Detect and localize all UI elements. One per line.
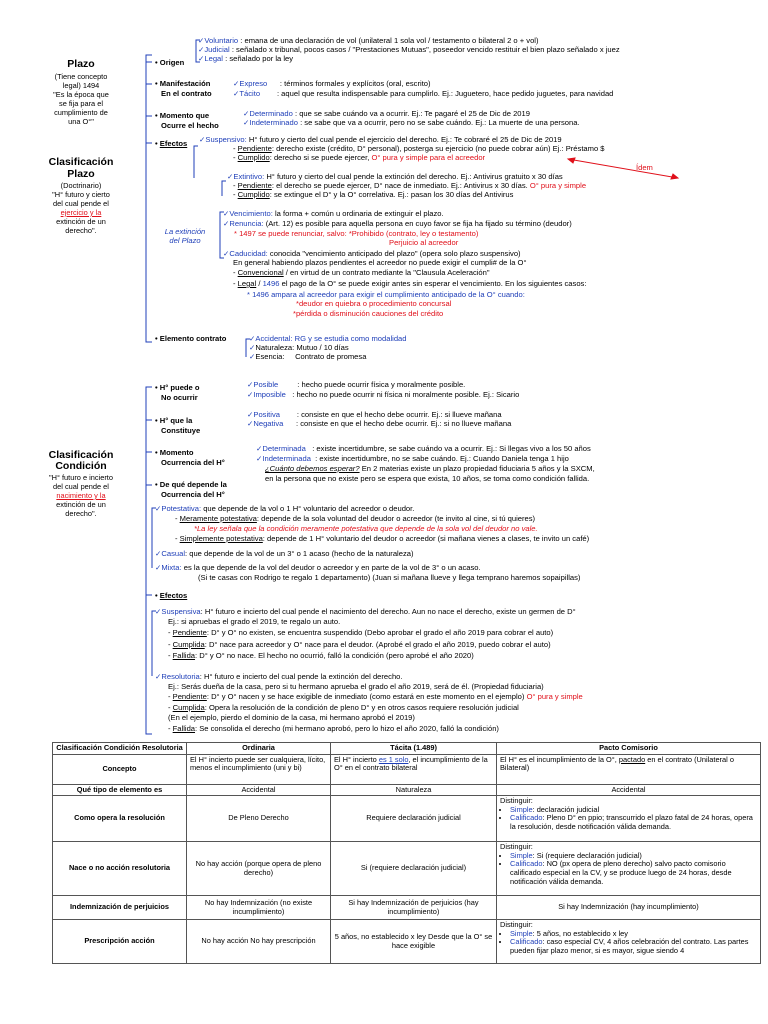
table-header: Tácita (1.489) — [331, 743, 497, 755]
suspensiva-cumplida: - Cumplida: D° nace para acreedor y O° nace para el deudor. (Aprobé el grado el año 2019, puedo cobrar el auto) — [168, 640, 551, 649]
plazo-quote: una O°" — [68, 117, 94, 126]
momento-determinado: ✓Determinado : que se sabe cuándo va a ocurrir. Ej.: Te pagaré el 25 de Dic de 2019 — [243, 109, 530, 118]
clasif-plazo-def: "H° futuro y cierto — [52, 190, 110, 199]
table-cell: Si hay Indemnización (hay incumplimiento) — [497, 896, 761, 920]
origen-legal: ✓Legal : señalado por la ley — [198, 54, 294, 63]
idem-note: Ídem — [636, 163, 653, 172]
extintivo-cumplido: - Cumplido: se extingue el D° y la O° correlativa. Ej.: pasan los 30 días del Antivirus — [233, 190, 514, 199]
table-cell: No hay acción No hay prescripción — [187, 920, 331, 964]
resolutoria-pendiente: - Pendiente: D° y O° nacen y se hace exigible de inmediato (como estará en este momento en el ejemplo) O° pura y simple — [168, 692, 583, 701]
row-label: Indemnización de perjuicios — [53, 896, 187, 920]
table-header: Ordinaria — [187, 743, 331, 755]
hque-label: • H° que la — [155, 416, 193, 425]
momento-indeterminado: ✓Indeterminado : se sabe que va a ocurrir, pero no se sabe cuándo. Ej.: La muerte de una persona. — [243, 118, 580, 127]
suspensivo-cumplido: - Cumplido: derecho si se puede ejercer, O° pura y simple para el acreedor — [233, 153, 486, 162]
cond-cuanto: ¿Cuánto debemos esperar? En 2 materias existe un plazo propiedad fiduciaria 5 años y la SXCM, — [265, 464, 595, 473]
row-label: Concepto — [53, 754, 187, 784]
dequedep-label: • De qué depende la — [155, 480, 227, 489]
cond-imposible: ✓Imposible : hecho no puede ocurrir ni física ni moralmente posible. Ej.: Sicario — [247, 390, 520, 399]
table-cell: Distinguir: • Simple: declaración judicial • Calificado: Pleno D° en ppio; transcurrido el plazo fatal de 24 horas, opera la resolución, desde notificación válida demanda. — [497, 796, 761, 842]
elemento-esencia: ✓Esencia: Contrato de promesa — [249, 352, 367, 361]
extincion-label: La extinción — [164, 227, 206, 236]
suspensivo-pendiente: - Pendiente: derecho existe (crédito, D° personal), posterga su ejercicio (no puede cobrar aún) Ej.: Préstamo $ — [233, 144, 605, 153]
row-label: Qué tipo de elemento es — [53, 784, 187, 796]
row-label: Nace o no acción resolutoria — [53, 842, 187, 896]
table-row — [53, 784, 761, 796]
table-cell: Naturaleza — [331, 784, 497, 796]
clasif-plazo-def: extinción de un — [56, 217, 106, 226]
suspensiva-ejemplo: Ej.: si apruebas el grado el 2019, te regalo un auto. — [168, 617, 341, 626]
mixta-ejemplo: (Si te casas con Rodrigo te regalo 1 departamento) (Juan si mañana llueve y llega temprano haremos sopaipillas) — [198, 573, 581, 582]
hpuede-label-2: No ocurrir — [161, 393, 198, 402]
clasif-plazo-def: ejercicio y la — [60, 208, 102, 217]
table-cell: Distinguir: • Simple: 5 años, no establecido x ley • Calificado: caso especial CV, 4 años celebración del contrato. Las partes pueden fijar plazo menor, si es mayor, sigue siendo 4 — [497, 920, 761, 964]
momento-label: • Momento que — [155, 111, 210, 120]
table-header-row — [53, 743, 761, 755]
resolutoria-cumplida: - Cumplida: Opera la resolución de la condición de pleno D° y en otros casos requiere resolución judicial — [168, 703, 519, 712]
plazo-title: Plazo — [67, 58, 95, 70]
clasif-cond-def: "H° futuro e incierto — [49, 473, 113, 482]
clasif-plazo-title: Clasificación — [48, 156, 114, 168]
clasif-plazo-def: del cual pende el — [53, 199, 109, 208]
table-cell: El H° incierto puede ser cualquiera, lícito, menos el incumplimiento (uni y bi) — [187, 754, 331, 784]
efectos-label: • Efectos — [155, 139, 188, 148]
table-row — [53, 842, 761, 896]
legal-ampara: * 1496 ampara al acreedor para exigir el cumplimiento anticipado de la O° cuando: — [247, 290, 525, 299]
hpuede-label: • H° puede o — [155, 383, 200, 392]
cond-suspensiva: ✓Suspensiva: H° futuro e incierto del cual pende el nacimiento del derecho. Aun no nace el derecho, existe un germen de D° — [155, 607, 576, 616]
resolutoria-fallida: - Fallida: Se consolida el derecho (mi hermano aprobó, pero lo hizo el año 2020, falló la condición) — [168, 724, 499, 733]
suspensiva-fallida: - Fallida: D° y O° no nace. El hecho no ocurrió, falló la condición (pero aprobé el año 2020) — [168, 651, 474, 660]
extincion-renuncia: ✓Renuncia: (Art. 12) es posible para aquella persona en cuyo favor se fija ha fijado su término (deudor) — [223, 219, 572, 228]
cond-potestativa: ✓Potestativa: que depende de la vol o 1 H° voluntario del acreedor o deudor. — [155, 504, 415, 513]
resolutoria-cumplida-2: (En el ejemplo, pierdo el dominio de la casa, mi hermano aprobó el 2019) — [168, 713, 415, 722]
manif-expreso: ✓Expreso : términos formales y explícitos (oral, escrito) — [233, 79, 431, 88]
clasif-cond-def: extinción de un — [56, 500, 106, 509]
table-header: Clasificación Condición Resolutoria — [53, 743, 187, 755]
cond-indeterminada: ✓Indeterminada : existe incertidumbre, no se sabe cuándo. Ej.: Cuando Daniela tenga 1 hijo — [256, 454, 569, 463]
clasif-cond-def: del cual pende el — [53, 482, 109, 491]
extincion-vencimiento: ✓Vencimiento: la forma + común u ordinaria de extinguir el plazo. — [223, 209, 444, 218]
origen-label: • Origen — [155, 58, 185, 67]
caducidad-convencional: - Convencional / en virtud de un contrato mediante la "Clausula Aceleración" — [233, 268, 490, 277]
table-row — [53, 896, 761, 920]
table-cell: Distinguir: • Simple: Si (requiere declaración judicial) • Calificado: NO (px opera de pleno derecho) salvo pacto comisorio calificado especial en la CV, y se produce luego de 24 horas, desde notificación válida demanda. — [497, 842, 761, 896]
caducidad-general: En general habiendo plazos pendientes el acreedor no puede exigir el cumpli# de la O° — [233, 258, 527, 267]
cond-negativa: ✓Negativa : consiste en que el hecho debe ocurrir. Ej.: si no llueve mañana — [247, 419, 512, 428]
hque-label-2: Constituye — [161, 426, 201, 435]
manif-tacito: ✓Tácito : aquel que resulta indispensable para cumplirlo. Ej.: Juguetero, hace pedido juguetes, para navidad — [233, 89, 614, 98]
table-cell: De Pleno Derecho — [187, 796, 331, 842]
clasif-cond-def: nacimiento y la — [56, 491, 106, 500]
momento-label-2: Ocurre el hecho — [161, 121, 219, 130]
renuncia-note: * 1497 se puede renunciar, salvo: *Prohibido (contrato, ley o testamento) — [234, 229, 479, 238]
table-row — [53, 796, 761, 842]
table-cell: Si hay Indemnización de perjuicios (hay incumplimiento) — [331, 896, 497, 920]
plazo-sub: (Tiene concepto — [54, 72, 108, 81]
cond-cuanto-2: en la persona que no existe pero se espera que exista, 10 años, se toma como condición fallida. — [265, 474, 590, 483]
efecto-suspensivo: ✓Suspensivo: H° futuro y cierto del cual pende el ejercicio del derecho. Ej.: Te cobraré el 25 de Dic de 2019 — [199, 135, 562, 144]
efecto-extintivo: ✓Extintivo: H° futuro y cierto del cual pende la extinción del derecho. Ej.: Antivirus gratuito x 30 días — [227, 172, 563, 181]
resolutoria-table — [52, 742, 761, 964]
plazo-sub: legal) 1494 — [62, 81, 100, 90]
manif-label: • Manifestación — [155, 79, 211, 88]
table-cell: Accidental — [187, 784, 331, 796]
table-cell: Si (requiere declaración judicial) — [331, 842, 497, 896]
clasif-cond-def: derecho". — [65, 509, 97, 518]
table-cell: Requiere declaración judicial — [331, 796, 497, 842]
potestativa-meramente: - Meramente potestativa: depende de la sola voluntad del deudor o acreedor (te invito al cine, si tú quieres) — [175, 514, 536, 523]
dequedep-label-2: Ocurrencia del H° — [161, 490, 225, 499]
momento-cond-label: • Momento — [155, 448, 194, 457]
extintivo-pendiente: - Pendiente: el derecho se puede ejercer, D° nace de inmediato. Ej.: Antivirus x 30 días. O° pura y simple — [233, 181, 587, 190]
table-row — [53, 920, 761, 964]
momento-cond-label-2: Ocurrencia del H° — [161, 458, 225, 467]
caducidad-legal: - Legal / 1496 el pago de la O° se puede exigir antes sin esperar el vencimiento. En los siguientes casos: — [233, 279, 587, 288]
renuncia-note-2: Perjuicio al acreedor — [389, 238, 459, 247]
extincion-label-2: del Plazo — [169, 236, 201, 245]
plazo-quote: se fija para el — [59, 99, 103, 108]
origen-voluntario: ✓Voluntario : emana de una declaración de vol (unilateral 1 sola vol / testamento o bilateral 2 o + vol) — [198, 36, 539, 45]
row-label: Prescripción acción — [53, 920, 187, 964]
clasif-cond-title: Clasificación — [48, 449, 114, 461]
elemento-naturaleza: ✓Naturaleza: Mutuo / 10 días — [249, 343, 349, 352]
plazo-quote: "Es la época que — [53, 90, 109, 99]
resolutoria-ejemplo: Ej.: Serás dueña de la casa, pero si tu hermano aprueba el grado el año 2019, será de él. (Propiedad fiduciaria) — [168, 682, 544, 691]
clasif-plazo-def: derecho". — [65, 226, 97, 235]
cond-determinada: ✓Determinada : existe incertidumbre, se sabe cuándo va a ocurrir. Ej.: Si llegas vivo a los 50 años — [256, 444, 591, 453]
origen-judicial: ✓Judicial : señalado x tribunal, pocos casos / "Prestaciones Mutuas", poseedor vencido restituir el bien plazo señalado x juez — [198, 45, 620, 54]
table-row — [53, 754, 761, 784]
cond-casual: ✓Casual: que depende de la vol de un 3° o 1 acaso (hecho de la naturaleza) — [155, 549, 414, 558]
elemento-label: • Elemento contrato — [155, 334, 227, 343]
table-cell: 5 años, no establecido x ley Desde que la O° se hace exigible — [331, 920, 497, 964]
elemento-accidental: ✓Accidental: RG y se estudia como modalidad — [249, 334, 407, 343]
row-label: Como opera la resolución — [53, 796, 187, 842]
manif-label-2: En el contrato — [161, 89, 212, 98]
table-cell: Accidental — [497, 784, 761, 796]
table-cell: El H° incierto es 1 solo, el incumplimiento de la O° en el contrato bilateral — [331, 754, 497, 784]
efectos-cond-label: • Efectos — [155, 591, 188, 600]
clasif-plazo-title: Plazo — [67, 168, 95, 180]
clasif-plazo-doc: (Doctrinario) — [60, 181, 102, 190]
cond-resolutoria: ✓Resolutoria: H° futuro e incierto del cual pende la extinción del derecho. — [155, 672, 403, 681]
potestativa-simplemente: - Simplemente potestativa: depende de 1 H° voluntario del deudor o acreedor (si mañana vienes a clases, te invito un café) — [175, 534, 590, 543]
table-cell: El H° es el incumplimiento de la O°, pactado en el contrato (Unilateral o Bilateral) — [497, 754, 761, 784]
suspensiva-pendiente: - Pendiente: D° y O° no existen, se encuentra suspendido (Debo aprobar el grado el año 2019 para cobrar el auto) — [168, 628, 554, 637]
extincion-caducidad: ✓Caducidad: conocida "vencimiento anticipado del plazo" (opera solo plazo suspensivo) — [223, 249, 521, 258]
table-cell: No hay acción (porque opera de pleno derecho) — [187, 842, 331, 896]
meramente-note: *La ley señala que la condición meramente potestativa que depende de la sola vol del deudor no vale. — [194, 524, 538, 533]
cond-posible: ✓Posible : hecho puede ocurrir física y moralmente posible. — [247, 380, 466, 389]
cond-positiva: ✓Positiva : consiste en que el hecho debe ocurrir. Ej.: si llueve mañana — [247, 410, 502, 419]
table-header: Pacto Comisorio — [497, 743, 761, 755]
plazo-quote: cumplimiento de — [54, 108, 108, 117]
ampara-item: *pérdida o disminución cauciones del crédito — [293, 309, 444, 318]
clasif-cond-title: Condición — [55, 460, 107, 472]
table-cell: No hay Indemnización (no existe incumplimiento) — [187, 896, 331, 920]
cond-mixta: ✓Mixta: es la que depende de la vol del deudor o acreedor y en parte de la vol de 3° o un acaso. — [155, 563, 481, 572]
ampara-item: *deudor en quiebra o procedimiento concursal — [296, 299, 452, 308]
